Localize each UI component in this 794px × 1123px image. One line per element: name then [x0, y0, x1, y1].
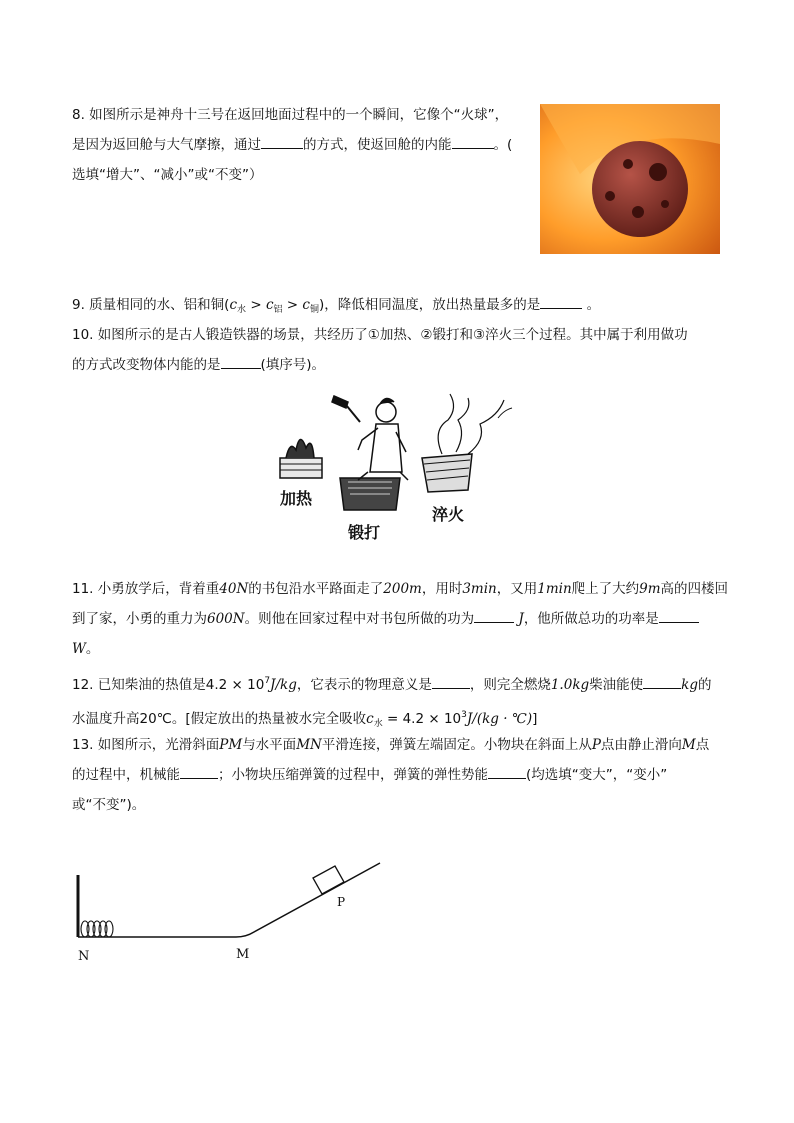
label-quenching: 淬火	[432, 505, 465, 524]
question-10: 10. 如图所示的是古人锻造铁器的场景，共经历了①加热、②锻打和③淬火三个过程。其中属于利用做功 的方式改变物体内能的是 (填序号)。	[72, 327, 688, 373]
answer-blank[interactable]	[659, 606, 699, 623]
answer-blank[interactable]	[488, 762, 526, 779]
label-P: P	[337, 895, 346, 909]
forging-illustration	[272, 380, 522, 545]
q8-line3: 选填“增大”、“减小”或“不变”）	[72, 167, 263, 183]
label-M: M	[236, 947, 250, 962]
reentry-capsule-image	[540, 104, 720, 254]
answer-blank[interactable]	[643, 672, 681, 689]
q8-line2: 是因为返回舱与大气摩擦，通过 的方式，使返回舱的内能 。(	[72, 130, 532, 160]
question-9: 9. 质量相同的水、铝和铜$(c_水 > c_铝 > c_铜)$，降低相同温度，放出热量最多的是 。	[72, 290, 600, 325]
label-forging: 锻打	[348, 523, 381, 542]
answer-blank[interactable]	[474, 606, 514, 623]
question-8	[72, 100, 532, 190]
question-13: 13. 如图所示，光滑斜面PM与水平面MN平滑连接，弹簧左端固定。小物块在斜面上从P点由静止滑向M点 的过程中，机械能 ；小物块压缩弹簧的过程中，弹簧的弹性势能 (均选填“变大”，“变小” 或“不变”)。	[72, 737, 710, 813]
answer-blank[interactable]	[432, 672, 470, 689]
question-11: 11. 小勇放学后，背着重40N的书包沿水平路面走了200m，用时3min，又用1min爬上了大约9m高的四楼回 到了家，小勇的重力为600N。则他在回家过程中对书包所做的功为 J，他所做总功的功率是 W。	[72, 581, 729, 657]
answer-blank[interactable]	[180, 762, 218, 779]
answer-blank[interactable]	[221, 352, 261, 369]
q8-line1: 8. 如图所示是神舟十三号在返回地面过程中的一个瞬间，它像个“火球”，	[72, 107, 509, 123]
answer-blank[interactable]	[261, 132, 303, 149]
answer-blank[interactable]	[452, 132, 494, 149]
incline-spring-diagram	[70, 855, 390, 975]
question-12: 12. 已知柴油的热值是$4.2 \times 10^7J/kg$，它表示的物理意义是 ，则完全燃烧1.0kg柴油能使 kg的 水温度升高20℃。[假定放出的热量被水完全吸收$c_水 = 4.2 \times 10^3J/(kg$ · ℃)]	[72, 666, 732, 739]
label-N: N	[78, 949, 90, 964]
label-heating: 加热	[280, 489, 313, 508]
answer-blank[interactable]	[540, 292, 582, 309]
